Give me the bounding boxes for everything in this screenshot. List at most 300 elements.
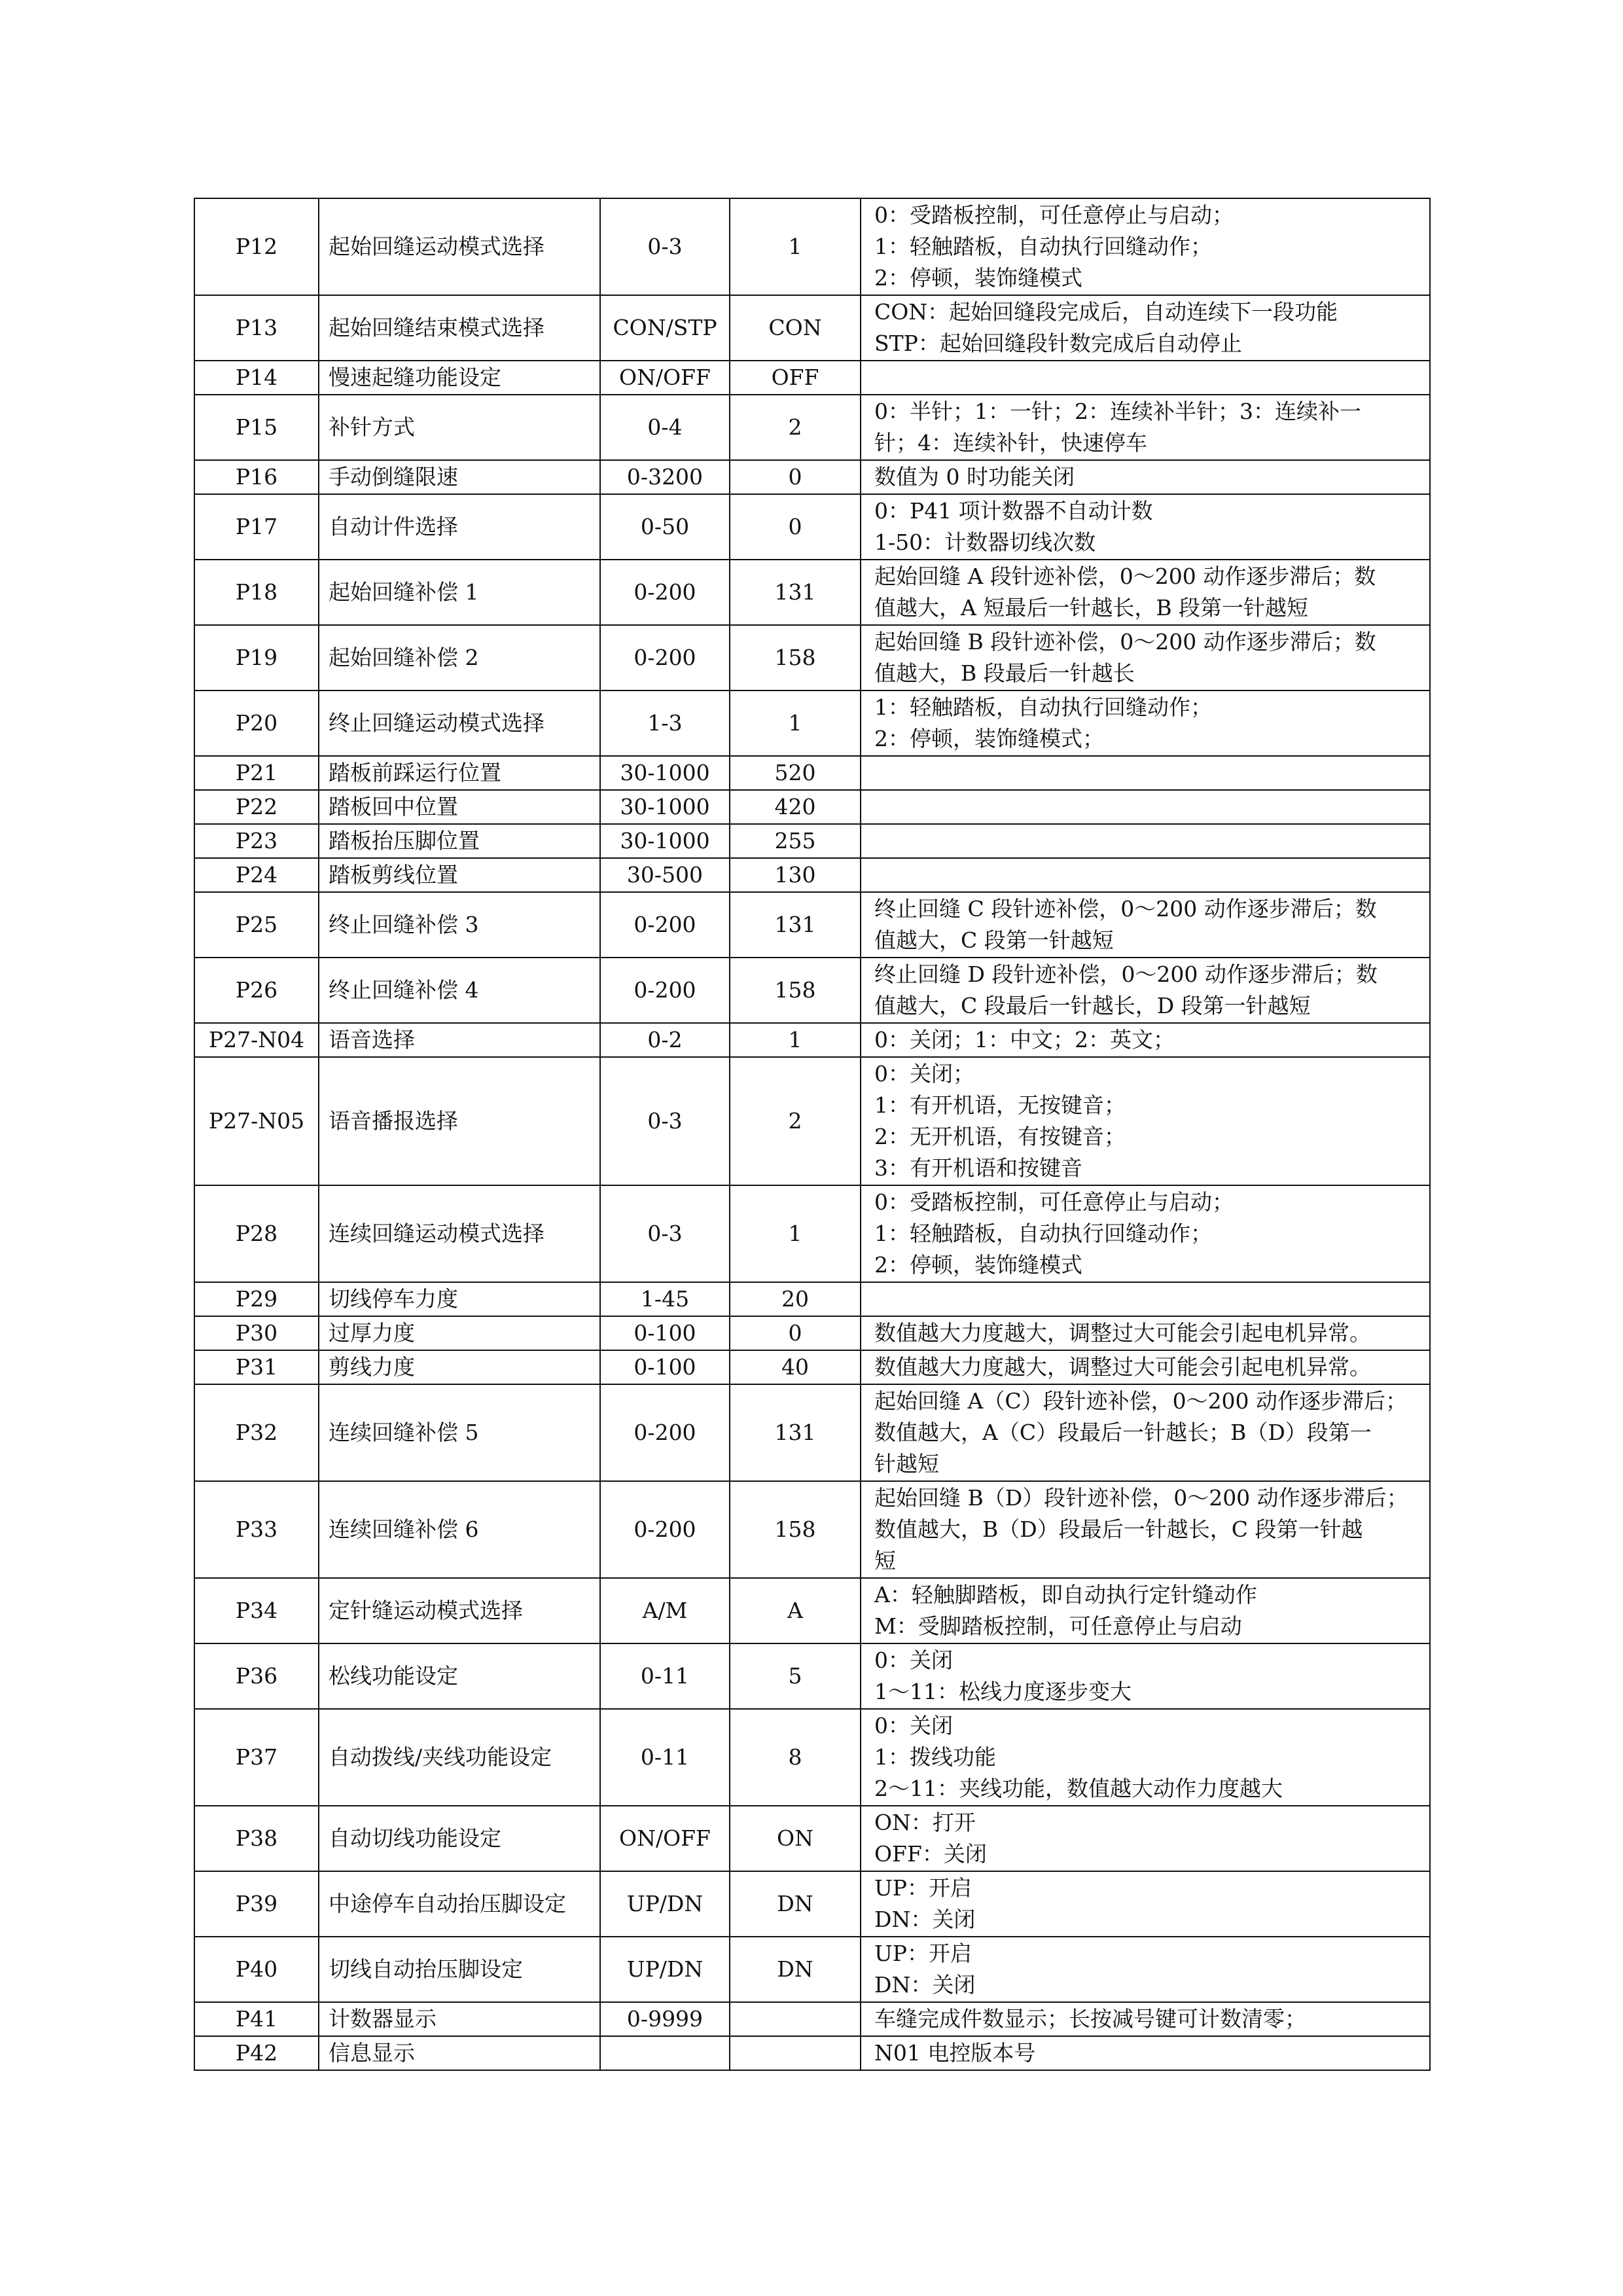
param-range-cell bbox=[600, 756, 730, 790]
param-range-cell-text: 30-500 bbox=[626, 862, 704, 888]
param-range-cell bbox=[600, 560, 730, 625]
description-line: 0：受踏板控制，可任意停止与启动； bbox=[874, 202, 1234, 228]
param-range-cell bbox=[600, 858, 730, 892]
param-code-cell-text: P39 bbox=[235, 1891, 278, 1916]
param-name-cell-text: 中途停车自动抬压脚设定 bbox=[329, 1891, 566, 1916]
param-description-cell bbox=[861, 494, 1430, 560]
param-default-cell-text: 520 bbox=[774, 760, 816, 785]
param-name-cell bbox=[319, 892, 600, 958]
param-range-cell-text: 30-1000 bbox=[620, 760, 710, 785]
description-line: 数值为 0 时功能关闭 bbox=[874, 464, 1075, 490]
param-default-cell bbox=[730, 2036, 861, 2070]
param-code-cell-text: P32 bbox=[235, 1420, 278, 1445]
param-code-cell bbox=[194, 1057, 319, 1185]
param-name-cell-text: 过厚力度 bbox=[329, 1320, 415, 1346]
param-default-cell-text: 131 bbox=[774, 579, 816, 605]
param-default-cell bbox=[730, 892, 861, 958]
table-row bbox=[194, 460, 1430, 494]
param-description-cell bbox=[861, 1937, 1430, 2002]
param-range-cell-text: A/M bbox=[642, 1598, 688, 1623]
param-default-cell bbox=[730, 1282, 861, 1316]
param-name-cell bbox=[319, 858, 600, 892]
param-description-cell bbox=[861, 1316, 1430, 1350]
param-default-cell bbox=[730, 1023, 861, 1057]
param-range-cell-text: 0-2 bbox=[647, 1027, 683, 1052]
param-default-cell bbox=[730, 1709, 861, 1806]
param-description-cell bbox=[861, 361, 1430, 395]
param-code-cell-text: P30 bbox=[235, 1320, 278, 1346]
param-range-cell bbox=[600, 295, 730, 361]
description-line: 0：受踏板控制，可任意停止与启动； bbox=[874, 1189, 1234, 1215]
table-row bbox=[194, 560, 1430, 625]
param-code-cell bbox=[194, 1350, 319, 1384]
param-code-cell-text: P25 bbox=[235, 912, 278, 937]
param-default-cell bbox=[730, 691, 861, 756]
param-name-cell bbox=[319, 958, 600, 1023]
param-name-cell bbox=[319, 1806, 600, 1871]
param-default-cell bbox=[730, 361, 861, 395]
param-code-cell bbox=[194, 691, 319, 756]
param-code-cell-text: P19 bbox=[235, 645, 278, 670]
param-range-cell bbox=[600, 2036, 730, 2070]
description-line: 针；4：连续补针，快速停车 bbox=[874, 430, 1147, 456]
param-range-cell bbox=[600, 625, 730, 691]
param-range-cell bbox=[600, 494, 730, 560]
param-code-cell bbox=[194, 1937, 319, 2002]
description-line: 数值越大，B（D）段最后一针越长，C 段第一针越 bbox=[874, 1516, 1363, 1542]
param-range-cell-text: 30-1000 bbox=[620, 794, 710, 819]
param-default-cell-text: ON bbox=[777, 1825, 813, 1851]
param-description-cell bbox=[861, 395, 1430, 460]
table-row bbox=[194, 790, 1430, 824]
param-default-cell-text: DN bbox=[777, 1891, 813, 1916]
param-range-cell-text: 0-100 bbox=[633, 1354, 696, 1380]
description-line: 1：有开机语，无按键音； bbox=[874, 1092, 1126, 1118]
param-name-cell-text: 起始回缝补偿 1 bbox=[329, 579, 479, 605]
param-code-cell-text: P41 bbox=[235, 2006, 278, 2032]
param-code-cell bbox=[194, 756, 319, 790]
description-line: A：轻触脚踏板，即自动执行定针缝动作 bbox=[874, 1582, 1257, 1607]
param-code-cell bbox=[194, 1185, 319, 1282]
description-line: 数值越大力度越大，调整过大可能会引起电机异常。 bbox=[874, 1354, 1371, 1380]
param-range-cell bbox=[600, 198, 730, 295]
param-default-cell-text: 2 bbox=[788, 1108, 802, 1134]
table-row bbox=[194, 1057, 1430, 1185]
table-row bbox=[194, 1350, 1430, 1384]
param-default-cell bbox=[730, 824, 861, 858]
param-code-cell bbox=[194, 892, 319, 958]
param-name-cell-text: 松线功能设定 bbox=[329, 1663, 458, 1689]
description-line: 0：关闭 bbox=[874, 1647, 953, 1673]
param-range-cell bbox=[600, 1057, 730, 1185]
param-default-cell-text: 131 bbox=[774, 912, 816, 937]
param-default-cell-text: CON bbox=[768, 315, 822, 340]
param-range-cell-text: 1-45 bbox=[640, 1286, 690, 1312]
param-name-cell-text: 慢速起缝功能设定 bbox=[329, 365, 501, 390]
param-default-cell bbox=[730, 958, 861, 1023]
param-code-cell-text: P20 bbox=[235, 710, 278, 736]
param-default-cell-text: 158 bbox=[774, 977, 816, 1003]
param-range-cell-text: 0-3 bbox=[647, 1221, 683, 1246]
param-code-cell bbox=[194, 560, 319, 625]
param-range-cell bbox=[600, 790, 730, 824]
table-row bbox=[194, 858, 1430, 892]
description-line: UP：开启 bbox=[874, 1875, 972, 1901]
param-name-cell bbox=[319, 395, 600, 460]
param-range-cell-text: 0-3 bbox=[647, 234, 683, 259]
param-range-cell-text: 30-1000 bbox=[620, 828, 710, 853]
param-default-cell bbox=[730, 460, 861, 494]
param-range-cell bbox=[600, 892, 730, 958]
param-name-cell bbox=[319, 1023, 600, 1057]
param-range-cell-text: 0-200 bbox=[633, 1516, 696, 1542]
param-code-cell bbox=[194, 958, 319, 1023]
param-default-cell bbox=[730, 1643, 861, 1709]
param-range-cell bbox=[600, 361, 730, 395]
param-default-cell-text: 1 bbox=[788, 1027, 802, 1052]
parameter-table bbox=[194, 198, 1431, 2071]
param-range-cell-text: 0-50 bbox=[640, 514, 690, 539]
param-name-cell bbox=[319, 198, 600, 295]
param-name-cell-text: 起始回缝补偿 2 bbox=[329, 645, 479, 670]
param-default-cell bbox=[730, 1578, 861, 1643]
description-line: 0：P41 项计数器不自动计数 bbox=[874, 498, 1153, 524]
param-range-cell-text: 0-4 bbox=[647, 414, 683, 440]
param-name-cell bbox=[319, 295, 600, 361]
param-range-cell-text: 0-11 bbox=[640, 1663, 690, 1689]
param-name-cell-text: 终止回缝补偿 4 bbox=[329, 977, 479, 1003]
param-code-cell bbox=[194, 790, 319, 824]
param-description-cell bbox=[861, 1481, 1430, 1578]
param-name-cell bbox=[319, 1316, 600, 1350]
description-line: 1：轻触踏板，自动执行回缝动作； bbox=[874, 694, 1212, 720]
description-line: 0：关闭； bbox=[874, 1061, 974, 1086]
description-line: 2～11：夹线功能，数值越大动作力度越大 bbox=[874, 1776, 1283, 1801]
param-default-cell bbox=[730, 1057, 861, 1185]
param-description-cell bbox=[861, 1350, 1430, 1384]
param-default-cell-text: 130 bbox=[774, 862, 816, 888]
table-row bbox=[194, 1806, 1430, 1871]
param-name-cell-text: 踏板回中位置 bbox=[329, 794, 458, 819]
param-name-cell-text: 起始回缝运动模式选择 bbox=[329, 234, 544, 259]
param-code-cell bbox=[194, 2036, 319, 2070]
param-range-cell bbox=[600, 1578, 730, 1643]
param-description-cell bbox=[861, 824, 1430, 858]
param-default-cell bbox=[730, 2002, 861, 2036]
param-description-cell bbox=[861, 1806, 1430, 1871]
param-name-cell-text: 语音选择 bbox=[329, 1027, 415, 1052]
table-row bbox=[194, 625, 1430, 691]
table-row bbox=[194, 1709, 1430, 1806]
param-default-cell-text: 1 bbox=[788, 1221, 802, 1246]
param-name-cell bbox=[319, 1643, 600, 1709]
description-line: N01 电控版本号 bbox=[874, 2040, 1036, 2066]
table-row bbox=[194, 2002, 1430, 2036]
param-range-cell-text: 0-200 bbox=[633, 912, 696, 937]
param-range-cell bbox=[600, 1937, 730, 2002]
param-range-cell-text: ON/OFF bbox=[619, 365, 711, 390]
param-name-cell-text: 切线停车力度 bbox=[329, 1286, 458, 1312]
description-line: 终止回缝 C 段针迹补偿，0～200 动作逐步滞后；数 bbox=[874, 896, 1377, 922]
param-name-cell bbox=[319, 2002, 600, 2036]
description-line: 针越短 bbox=[874, 1451, 939, 1477]
param-description-cell bbox=[861, 1871, 1430, 1937]
table-row bbox=[194, 1282, 1430, 1316]
param-name-cell bbox=[319, 1384, 600, 1481]
param-default-cell-text: 0 bbox=[788, 514, 802, 539]
param-range-cell-text: ON/OFF bbox=[619, 1825, 711, 1851]
description-line: 短 bbox=[874, 1548, 896, 1573]
description-line: M：受脚踏板控制，可任意停止与启动 bbox=[874, 1613, 1242, 1639]
param-default-cell-text: 255 bbox=[774, 828, 816, 853]
param-name-cell-text: 起始回缝结束模式选择 bbox=[329, 315, 544, 340]
param-default-cell-text: 40 bbox=[781, 1354, 809, 1380]
param-code-cell-text: P14 bbox=[235, 365, 278, 390]
param-code-cell bbox=[194, 1709, 319, 1806]
param-name-cell-text: 计数器显示 bbox=[329, 2006, 437, 2032]
table-row bbox=[194, 2036, 1430, 2070]
param-range-cell-text: 0-9999 bbox=[626, 2006, 704, 2032]
param-code-cell-text: P34 bbox=[235, 1598, 278, 1623]
param-range-cell bbox=[600, 395, 730, 460]
param-range-cell-text: 0-3200 bbox=[626, 464, 704, 490]
description-line: 0：关闭 bbox=[874, 1713, 953, 1738]
param-default-cell-text: 1 bbox=[788, 234, 802, 259]
param-default-cell bbox=[730, 198, 861, 295]
param-default-cell bbox=[730, 858, 861, 892]
param-default-cell bbox=[730, 1384, 861, 1481]
param-name-cell-text: 定针缝运动模式选择 bbox=[329, 1598, 523, 1623]
param-range-cell bbox=[600, 1709, 730, 1806]
param-default-cell bbox=[730, 1806, 861, 1871]
table-row bbox=[194, 361, 1430, 395]
param-code-cell-text: P15 bbox=[235, 414, 278, 440]
table-row bbox=[194, 1578, 1430, 1643]
param-name-cell bbox=[319, 1578, 600, 1643]
param-code-cell-text: P26 bbox=[235, 977, 278, 1003]
description-line: 数值越大，A（C）段最后一针越长；B（D）段第一 bbox=[874, 1420, 1372, 1445]
param-name-cell-text: 语音播报选择 bbox=[329, 1108, 458, 1134]
param-code-cell-text: P16 bbox=[235, 464, 278, 490]
description-line: 2：无开机语，有按键音； bbox=[874, 1124, 1126, 1149]
param-range-cell-text: CON/STP bbox=[613, 315, 717, 340]
param-default-cell-text: 0 bbox=[788, 1320, 802, 1346]
param-default-cell-text: 5 bbox=[788, 1663, 802, 1689]
param-description-cell bbox=[861, 691, 1430, 756]
param-description-cell bbox=[861, 198, 1430, 295]
param-code-cell-text: P42 bbox=[235, 2040, 278, 2066]
param-range-cell-text: 0-200 bbox=[633, 1420, 696, 1445]
description-line: CON：起始回缝段完成后，自动连续下一段功能 bbox=[874, 299, 1338, 325]
table-row bbox=[194, 1384, 1430, 1481]
param-range-cell bbox=[600, 2002, 730, 2036]
description-line: 0：关闭；1：中文；2：英文； bbox=[874, 1027, 1175, 1052]
param-name-cell bbox=[319, 560, 600, 625]
description-line: 车缝完成件数显示；长按减号键可计数清零； bbox=[874, 2006, 1306, 2032]
param-name-cell-text: 连续回缝补偿 5 bbox=[329, 1420, 479, 1445]
param-code-cell-text: P31 bbox=[235, 1354, 278, 1380]
param-default-cell-text: DN bbox=[777, 1956, 813, 1982]
param-default-cell-text: A bbox=[787, 1598, 803, 1623]
param-range-cell-text: 0-11 bbox=[640, 1744, 690, 1770]
param-description-cell bbox=[861, 560, 1430, 625]
param-code-cell-text: P13 bbox=[235, 315, 278, 340]
table-row bbox=[194, 756, 1430, 790]
param-name-cell bbox=[319, 756, 600, 790]
param-default-cell bbox=[730, 1185, 861, 1282]
param-default-cell-text: 158 bbox=[774, 1516, 816, 1542]
description-line: 数值越大力度越大，调整过大可能会引起电机异常。 bbox=[874, 1320, 1371, 1346]
param-name-cell bbox=[319, 1481, 600, 1578]
param-code-cell bbox=[194, 198, 319, 295]
param-range-cell-text: 1-3 bbox=[647, 710, 683, 736]
description-line: ON：打开 bbox=[874, 1810, 976, 1835]
description-line: 值越大，C 段第一针越短 bbox=[874, 927, 1114, 953]
param-name-cell-text: 信息显示 bbox=[329, 2040, 415, 2066]
param-name-cell bbox=[319, 1282, 600, 1316]
param-default-cell-text: OFF bbox=[771, 365, 819, 390]
param-code-cell bbox=[194, 1871, 319, 1937]
param-range-cell-text: 0-100 bbox=[633, 1320, 696, 1346]
param-code-cell-text: P21 bbox=[235, 760, 278, 785]
param-code-cell bbox=[194, 295, 319, 361]
param-range-cell bbox=[600, 1871, 730, 1937]
table-row bbox=[194, 395, 1430, 460]
table-row bbox=[194, 1871, 1430, 1937]
table-row bbox=[194, 892, 1430, 958]
param-range-cell-text: 0-200 bbox=[633, 977, 696, 1003]
param-name-cell-text: 连续回缝运动模式选择 bbox=[329, 1221, 544, 1246]
param-code-cell-text: P27-N05 bbox=[208, 1108, 305, 1134]
param-code-cell bbox=[194, 1806, 319, 1871]
param-range-cell-text: UP/DN bbox=[626, 1956, 704, 1982]
param-code-cell-text: P12 bbox=[235, 234, 278, 259]
param-range-cell bbox=[600, 958, 730, 1023]
table-row bbox=[194, 1937, 1430, 2002]
param-range-cell-text: UP/DN bbox=[626, 1891, 704, 1916]
param-range-cell-text: 0-200 bbox=[633, 645, 696, 670]
param-default-cell bbox=[730, 1350, 861, 1384]
description-line: 起始回缝 A 段针迹补偿，0～200 动作逐步滞后；数 bbox=[874, 564, 1376, 589]
param-code-cell-text: P38 bbox=[235, 1825, 278, 1851]
param-range-cell bbox=[600, 1316, 730, 1350]
description-line: 值越大，B 段最后一针越长 bbox=[874, 660, 1135, 686]
param-name-cell bbox=[319, 1057, 600, 1185]
param-name-cell-text: 自动计件选择 bbox=[329, 514, 458, 539]
param-code-cell bbox=[194, 460, 319, 494]
description-line: OFF：关闭 bbox=[874, 1841, 987, 1867]
param-code-cell-text: P33 bbox=[235, 1516, 278, 1542]
param-default-cell-text: 1 bbox=[788, 710, 802, 736]
param-range-cell bbox=[600, 1350, 730, 1384]
param-name-cell bbox=[319, 1350, 600, 1384]
param-name-cell-text: 踏板抬压脚位置 bbox=[329, 828, 480, 853]
param-default-cell-text: 0 bbox=[788, 464, 802, 490]
param-code-cell bbox=[194, 395, 319, 460]
param-description-cell bbox=[861, 1578, 1430, 1643]
param-default-cell bbox=[730, 295, 861, 361]
param-default-cell bbox=[730, 1871, 861, 1937]
param-range-cell bbox=[600, 1185, 730, 1282]
param-code-cell bbox=[194, 858, 319, 892]
param-range-cell-text: 0-200 bbox=[633, 579, 696, 605]
param-name-cell-text: 自动切线功能设定 bbox=[329, 1825, 501, 1851]
description-line: 值越大，C 段最后一针越长，D 段第一针越短 bbox=[874, 993, 1311, 1018]
table-row bbox=[194, 691, 1430, 756]
description-line: 值越大，A 短最后一针越长，B 段第一针越短 bbox=[874, 595, 1309, 620]
param-name-cell bbox=[319, 361, 600, 395]
param-description-cell bbox=[861, 1185, 1430, 1282]
param-description-cell bbox=[861, 625, 1430, 691]
param-description-cell bbox=[861, 790, 1430, 824]
param-description-cell bbox=[861, 1384, 1430, 1481]
table-row bbox=[194, 1481, 1430, 1578]
param-range-cell bbox=[600, 1481, 730, 1578]
param-name-cell bbox=[319, 691, 600, 756]
table-row bbox=[194, 198, 1430, 295]
param-range-cell bbox=[600, 1806, 730, 1871]
param-range-cell bbox=[600, 460, 730, 494]
param-name-cell-text: 踏板前踩运行位置 bbox=[329, 760, 501, 785]
param-range-cell bbox=[600, 824, 730, 858]
param-code-cell-text: P29 bbox=[235, 1286, 278, 1312]
param-code-cell-text: P36 bbox=[235, 1663, 278, 1689]
param-description-cell bbox=[861, 1023, 1430, 1057]
description-line: 终止回缝 D 段针迹补偿，0～200 动作逐步滞后；数 bbox=[874, 961, 1378, 987]
param-default-cell-text: 20 bbox=[781, 1286, 809, 1312]
param-name-cell bbox=[319, 1871, 600, 1937]
param-name-cell-text: 补针方式 bbox=[329, 414, 415, 440]
param-default-cell bbox=[730, 756, 861, 790]
param-code-cell bbox=[194, 494, 319, 560]
description-line: 1：轻触踏板，自动执行回缝动作； bbox=[874, 1221, 1212, 1246]
description-line: 起始回缝 A（C）段针迹补偿，0～200 动作逐步滞后； bbox=[874, 1388, 1408, 1414]
description-line: STP：起始回缝段针数完成后自动停止 bbox=[874, 331, 1242, 356]
param-range-cell bbox=[600, 1023, 730, 1057]
param-description-cell bbox=[861, 958, 1430, 1023]
param-name-cell-text: 连续回缝补偿 6 bbox=[329, 1516, 479, 1542]
param-name-cell-text: 切线自动抬压脚设定 bbox=[329, 1956, 523, 1982]
param-name-cell bbox=[319, 1709, 600, 1806]
param-default-cell bbox=[730, 1316, 861, 1350]
param-name-cell bbox=[319, 494, 600, 560]
table-row bbox=[194, 494, 1430, 560]
param-default-cell-text: 158 bbox=[774, 645, 816, 670]
param-code-cell bbox=[194, 1578, 319, 1643]
param-name-cell-text: 终止回缝运动模式选择 bbox=[329, 710, 544, 736]
param-description-cell bbox=[861, 1643, 1430, 1709]
param-code-cell bbox=[194, 2002, 319, 2036]
description-line: 1：拨线功能 bbox=[874, 1744, 996, 1770]
param-name-cell-text: 剪线力度 bbox=[329, 1354, 415, 1380]
param-code-cell-text: P17 bbox=[235, 514, 278, 539]
param-code-cell bbox=[194, 824, 319, 858]
param-code-cell bbox=[194, 361, 319, 395]
table-row bbox=[194, 824, 1430, 858]
param-name-cell bbox=[319, 625, 600, 691]
table-body bbox=[194, 198, 1430, 2070]
param-description-cell bbox=[861, 2002, 1430, 2036]
param-range-cell bbox=[600, 1643, 730, 1709]
param-code-cell bbox=[194, 1023, 319, 1057]
description-line: 0：半针；1：一针；2：连续补半针；3：连续补一 bbox=[874, 399, 1361, 424]
param-default-cell-text: 2 bbox=[788, 414, 802, 440]
param-code-cell-text: P18 bbox=[235, 579, 278, 605]
param-name-cell bbox=[319, 460, 600, 494]
description-line: DN：关闭 bbox=[874, 1907, 976, 1932]
param-description-cell bbox=[861, 858, 1430, 892]
description-line: 1：轻触踏板，自动执行回缝动作； bbox=[874, 234, 1212, 259]
